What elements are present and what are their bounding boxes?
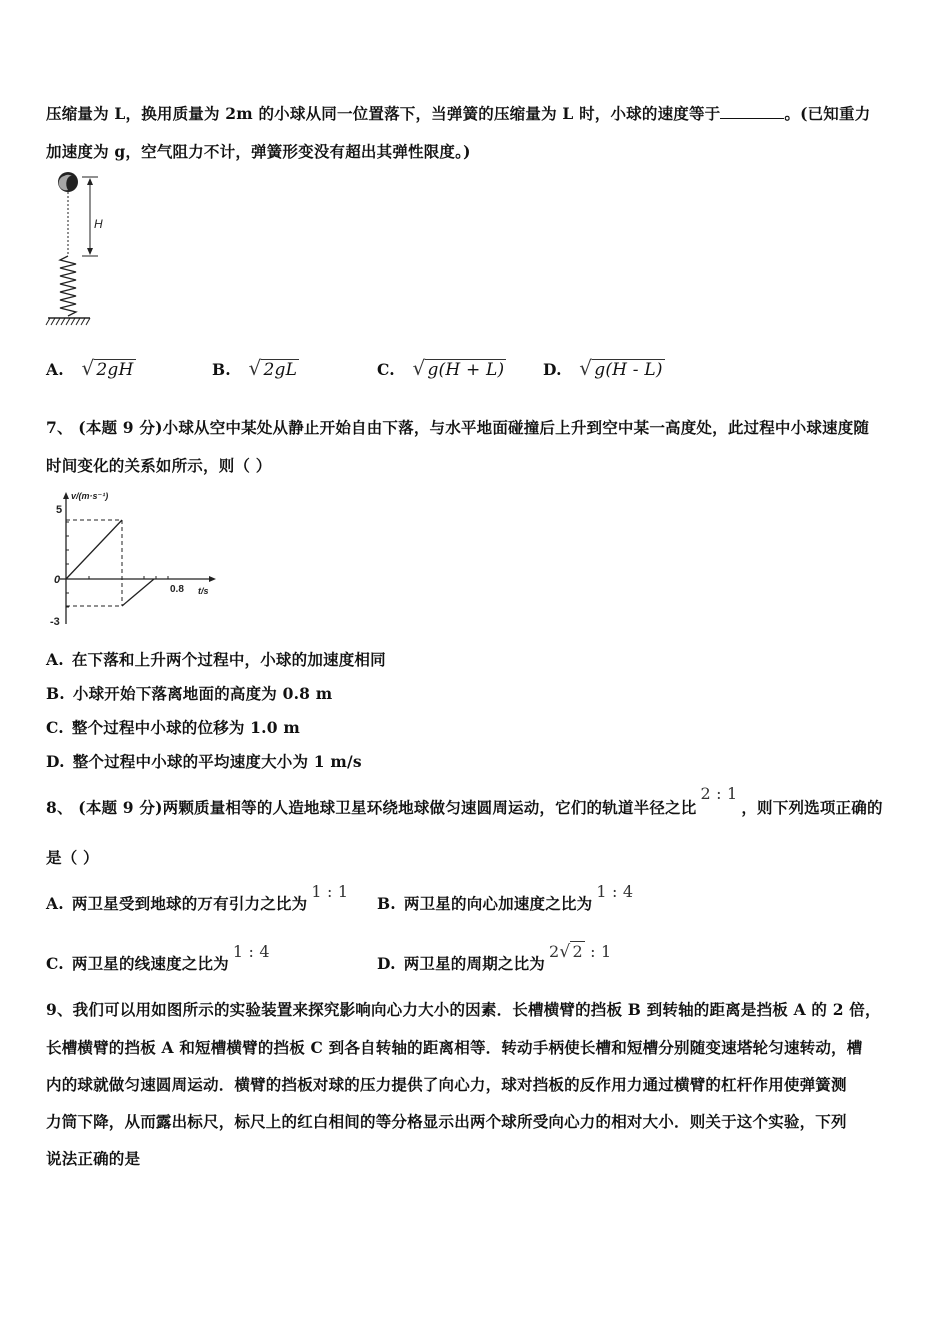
q7-option-a[interactable]: A. 在下落和上升两个过程中，小球的加速度相同 <box>46 650 386 669</box>
q6-text-line1: 压缩量为 L，换用质量为 2m 的小球从同一位置落下，当弹簧的压缩量为 L 时，小球的速度等于 。(已知重力 <box>46 104 871 123</box>
spring-ball-figure <box>44 168 114 330</box>
q6-option-b[interactable]: B. √ 2gL <box>212 356 298 380</box>
q8-option-d[interactable]: D. 两卫星的周期之比为2√ 2 : 1 <box>377 942 612 973</box>
spring <box>60 256 76 316</box>
tick-label-neg3: -3 <box>50 616 60 628</box>
q6-text-line2: 加速度为 g，空气阻力不计，弹簧形变没有超出其弹性限度。) <box>46 142 471 161</box>
q7-option-c[interactable]: C. 整个过程中小球的位移为 1.0 m <box>46 718 300 737</box>
answer-blank[interactable] <box>720 106 784 119</box>
q6-option-a[interactable]: A. √ 2gH <box>46 356 134 380</box>
q9-text-line3: 内的球就做匀速圆周运动．横臂的挡板对球的压力提供了向心力，球对挡板的反作用力通过横臂的杠杆作用使弹簧测 <box>46 1075 847 1094</box>
tick-label-0-8: 0.8 <box>170 584 184 595</box>
q8-option-a[interactable]: A. 两卫星受到地球的万有引力之比为1 : 1 <box>46 882 349 913</box>
q9-text-line5: 说法正确的是 <box>46 1149 141 1168</box>
q6-option-c[interactable]: C. √ g(H + L) <box>377 356 505 380</box>
q8-text-line2: 是（ ） <box>46 848 99 867</box>
tick-label-5: 5 <box>56 504 63 516</box>
rise-segment <box>122 579 154 606</box>
q8-option-b[interactable]: B. 两卫星的向心加速度之比为1 : 4 <box>377 882 634 913</box>
q7-text-line2: 时间变化的关系如所示，则（ ） <box>46 456 272 475</box>
q7-option-b[interactable]: B. 小球开始下落离地面的高度为 0.8 m <box>46 684 333 703</box>
q9-text-line4: 力筒下降，从而露出标尺，标尺上的红白相间的等分格显示出两个球所受向心力的相对大小．则关于这个实验，下列 <box>46 1112 847 1131</box>
tick-label-0: 0 <box>54 574 61 586</box>
q6-option-d[interactable]: D. √ g(H - L) <box>543 356 663 380</box>
q7-option-d[interactable]: D. 整个过程中小球的平均速度大小为 1 m/s <box>46 752 362 771</box>
y-axis-label: v/(m·s⁻¹) <box>71 491 109 501</box>
q8-option-c[interactable]: C. 两卫星的线速度之比为1 : 4 <box>46 942 270 973</box>
q9-text-line2: 长槽横臂的挡板 A 和短槽横臂的挡板 C 到各自转轴的距离相等．转动手柄使长槽和短槽分别随变速塔轮匀速转动，槽 <box>46 1038 863 1057</box>
q8-text-line1: 8、 (本题 9 分)两颗质量相等的人造地球卫星环绕地球做匀速圆周运动，它们的轨道半径之比2 : 1，则下列选项正确的 <box>46 784 883 817</box>
label-h: H <box>94 217 103 231</box>
fall-segment <box>66 520 122 579</box>
q9-text-line1: 9、我们可以用如图所示的实验装置来探究影响向心力大小的因素．长槽横臂的挡板 B 到转轴的距离是挡板 A 的 2 倍， <box>46 1000 881 1019</box>
q8-ratio: 2 : 1 <box>700 784 738 803</box>
q7-text-line1: 7、 (本题 9 分)小球从空中某处从静止开始自由下落，与水平地面碰撞后上升到空中某一高度处，此过程中小球速度随 <box>46 418 870 437</box>
x-axis-label: t/s <box>198 586 209 596</box>
velocity-time-graph <box>44 486 224 631</box>
